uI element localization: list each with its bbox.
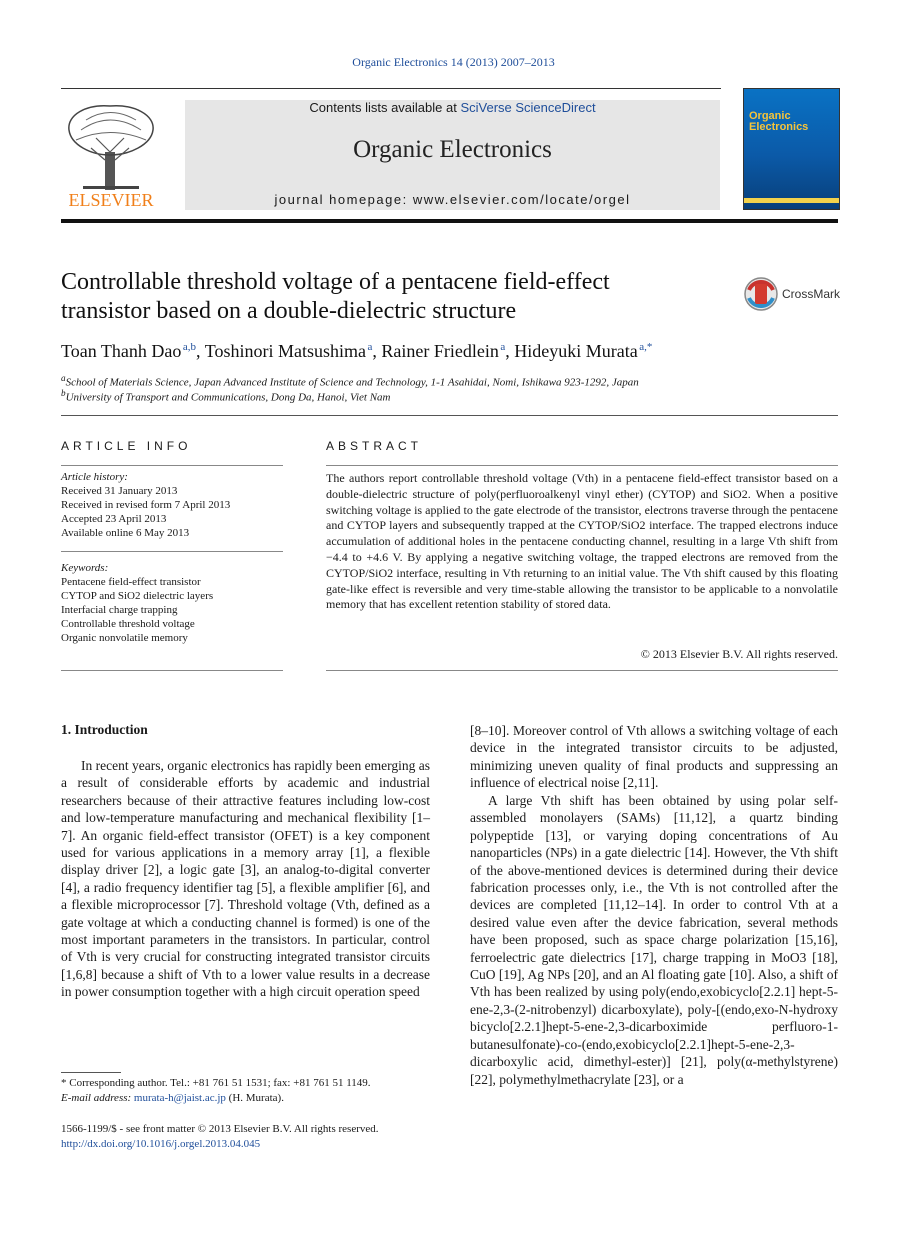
- author-list: Toan Thanh Dao $^{a,b}$, Toshinori Matsushima $^a$, Rainer Friedlein $^a$, Hideyuki Murata $^{a,*}$: [61, 341, 653, 361]
- author-name: Toan Thanh Dao: [61, 341, 182, 361]
- publisher-logo[interactable]: [61, 100, 161, 210]
- keyword-item: Pentacene field-effect transistor: [61, 576, 201, 588]
- publisher-name: ELSEVIER: [68, 190, 154, 210]
- keyword-item: Controllable threshold voltage: [61, 618, 195, 630]
- author-name: Hideyuki Murata: [514, 341, 638, 361]
- body-paragraph: [8–10]. Moreover control of Vth allows a switching voltage of each device in the integrated transistor circuits to be adjusted, minimizing uneven quality of final products and suppressing an influence of electrical noise [2,11].: [470, 723, 838, 791]
- affiliation-text: University of Transport and Communications, Dong Da, Hanoi, Viet Nam: [65, 391, 391, 404]
- author-name: Rainer Friedlein: [381, 341, 499, 361]
- cover-title: [749, 111, 808, 133]
- cover-title-line-1: Organic: [749, 110, 791, 122]
- divider: [61, 415, 838, 416]
- divider: [61, 465, 283, 466]
- history-item: Received 31 January 2013: [61, 485, 178, 497]
- divider: [326, 465, 838, 466]
- copyright-line: © 2013 Elsevier B.V. All rights reserved.: [640, 647, 838, 661]
- keywords: [61, 561, 283, 645]
- issn-line: 1566-1199/$ - see front matter © 2013 Elsevier B.V. All rights reserved.: [61, 1123, 379, 1135]
- keyword-item: Interfacial charge trapping: [61, 604, 178, 616]
- abstract-heading: ABSTRACT: [326, 439, 423, 453]
- article-info-heading: ARTICLE INFO: [61, 439, 192, 453]
- email-label: E-mail address:: [61, 1092, 134, 1104]
- footnote-rule: [61, 1072, 121, 1073]
- header-rule: [61, 219, 838, 223]
- contents-line: [185, 100, 720, 115]
- body-paragraph: In recent years, organic electronics has rapidly been emerging as a result of considerable efforts by academic and industrial researchers because of their attractive features including low-cost and low-temperature manufacturing and mechanical flexibility [1–7]. An organic field-effect transistor (OFET) is a key component used for various applications in a memory array [1], a flexible display driver [2], a logic gate [3], an analog-to-digital converter [4], a radio frequency identifier tag [5], a flexible amplifier [6], and a flexible microprocessor [7]. Threshold voltage (Vth, defined as a gate voltage at which a conducting channel is formed) is one of the most important parameters in the transistors. In particular, control of Vth is very crucial for constructing integrated transistor circuits [1,6,8] because a shift of Vth to a lower value results in a decrease in power consumption together with a high circuit operation speed: [61, 758, 430, 1000]
- divider: [61, 551, 283, 552]
- article-title: Controllable threshold voltage of a pentacene field-effect transistor based on a double-dielectric structure: [61, 269, 610, 324]
- email-link[interactable]: murata-h@jaist.ac.jp: [133, 1092, 226, 1104]
- history-label: Article history:: [61, 471, 128, 483]
- homepage-link[interactable]: www.elsevier.com/locate/orgel: [412, 192, 631, 207]
- affiliation-text: School of Materials Science, Japan Advanced Institute of Science and Technology, 1-1 Asahidai, Nomi, Ishikawa 923-1292, Japan: [65, 376, 639, 389]
- homepage-line: [185, 192, 720, 207]
- affiliation-mark: a: [61, 373, 66, 383]
- author-affil-mark[interactable]: a: [500, 341, 506, 353]
- history-item: Accepted 23 April 2013: [61, 513, 167, 525]
- affiliation-mark: b: [61, 388, 66, 398]
- cover-stripe: [744, 198, 839, 203]
- history-item: Received in revised form 7 April 2013: [61, 499, 231, 511]
- footnote: [61, 1076, 430, 1106]
- doi-link[interactable]: http://dx.doi.org/10.1016/j.orgel.2013.04.045: [61, 1137, 261, 1150]
- email-line: [61, 1091, 430, 1106]
- divider: [326, 670, 838, 671]
- affiliation: [61, 388, 391, 404]
- crossmark-icon: [744, 275, 780, 313]
- divider: [61, 670, 283, 671]
- author-affil-mark[interactable]: a,*: [639, 341, 653, 353]
- keyword-item: CYTOP and SiO2 dielectric layers: [61, 590, 214, 602]
- article-history: [61, 470, 283, 540]
- abstract-text: The authors report controllable threshold voltage (Vth) in a pentacene field-effect transistor based on a double-dielectric structure of poly(perfluoroalkenyl vinyl ether) (CYTOP) and SiO2. When a positive switching voltage is applied to the gate electrode of the transistor, electrons traverse through the pentacene and CYTOP layers and subsequently trapped at the CYTOP/SiO2 interface. The trapped electrons induce accumulation of additional holes in the pentacene conducting channel, resulting in a large Vth shift from −4.4 to +4.6 V. By applying a negative switching voltage, the trapped electrons are removed from the CYTOP/SiO2 interface, resulting in Vth returning to an initial value. The Vth shift caused by this floating gate-like effect is reversible and very time-stable allowing the transistor to be applicable to a nonvolatile memory that has excellent retention stability of stored data.: [326, 471, 838, 612]
- header-top-rule: [61, 88, 721, 89]
- journal-reference[interactable]: Organic Electronics 14 (2013) 2007–2013: [352, 55, 555, 69]
- elsevier-tree-icon: [61, 100, 161, 210]
- author-affil-mark[interactable]: a: [367, 341, 373, 353]
- cover-title-line-2: Electronics: [749, 121, 809, 133]
- sciencedirect-link[interactable]: SciVerse ScienceDirect: [460, 100, 596, 115]
- email-suffix: (H. Murata).: [225, 1092, 284, 1104]
- contents-prefix: Contents lists available at: [309, 100, 461, 115]
- corresponding-author-note: * Corresponding author. Tel.: +81 761 51 1531; fax: +81 761 51 1149.: [61, 1077, 371, 1089]
- journal-title: Organic Electronics: [353, 136, 552, 163]
- keywords-label: Keywords:: [61, 562, 109, 574]
- keyword-item: Organic nonvolatile memory: [61, 632, 188, 644]
- body-paragraph: A large Vth shift has been obtained by using polar self-assembled monolayers (SAMs) [11,12], a quartz binding polypeptide [13], or varying doping concentrations of Au nanoparticles (NPs) in a gate dielectric [14]. However, the Vth shift of the above-mentioned devices is determined during their device fabrication processes only, i.e., the Vth is not controlled after the devices are completed [11,12–14]. In order to control Vth at a desired value even after the device fabrication, several methods have been proposed, such as space charge polarization [15,16], ferroelectric gate dielectrics [17], charge trapping in MoO3 [18], CuO [19], Ag NPs [20], and an Al floating gate [10]. Also, a shift of Vth has been realized by using poly(endo,exobicyclo[2.2.1] hept-5-ene-2,3-(2-nitrobenzyl) dicarboxylate), poly-[(endo,exo-N-hydroxy bicyclo[2.2.1]hept-5-ene-2,3-dicarboximide perfluoro-1-butanesulfonate)-co-(endo,exobicyclo[2.2.1]hept-5-ene-2,3-dicarboxylic acid, dimethyl-ester)] [21], poly(α-methylstyrene) [22], polymethylmethacrylate [23], or a: [470, 793, 838, 1087]
- front-matter: [61, 1122, 461, 1151]
- affiliation: [61, 373, 639, 389]
- history-item: Available online 6 May 2013: [61, 527, 190, 539]
- crossmark-label[interactable]: CrossMark: [782, 287, 841, 301]
- journal-cover-image[interactable]: [743, 88, 840, 210]
- author-name: Toshinori Matsushima: [204, 341, 366, 361]
- homepage-prefix: journal homepage:: [274, 192, 413, 207]
- author-affil-mark[interactable]: a,b: [182, 341, 197, 353]
- section-heading: 1. Introduction: [61, 722, 148, 737]
